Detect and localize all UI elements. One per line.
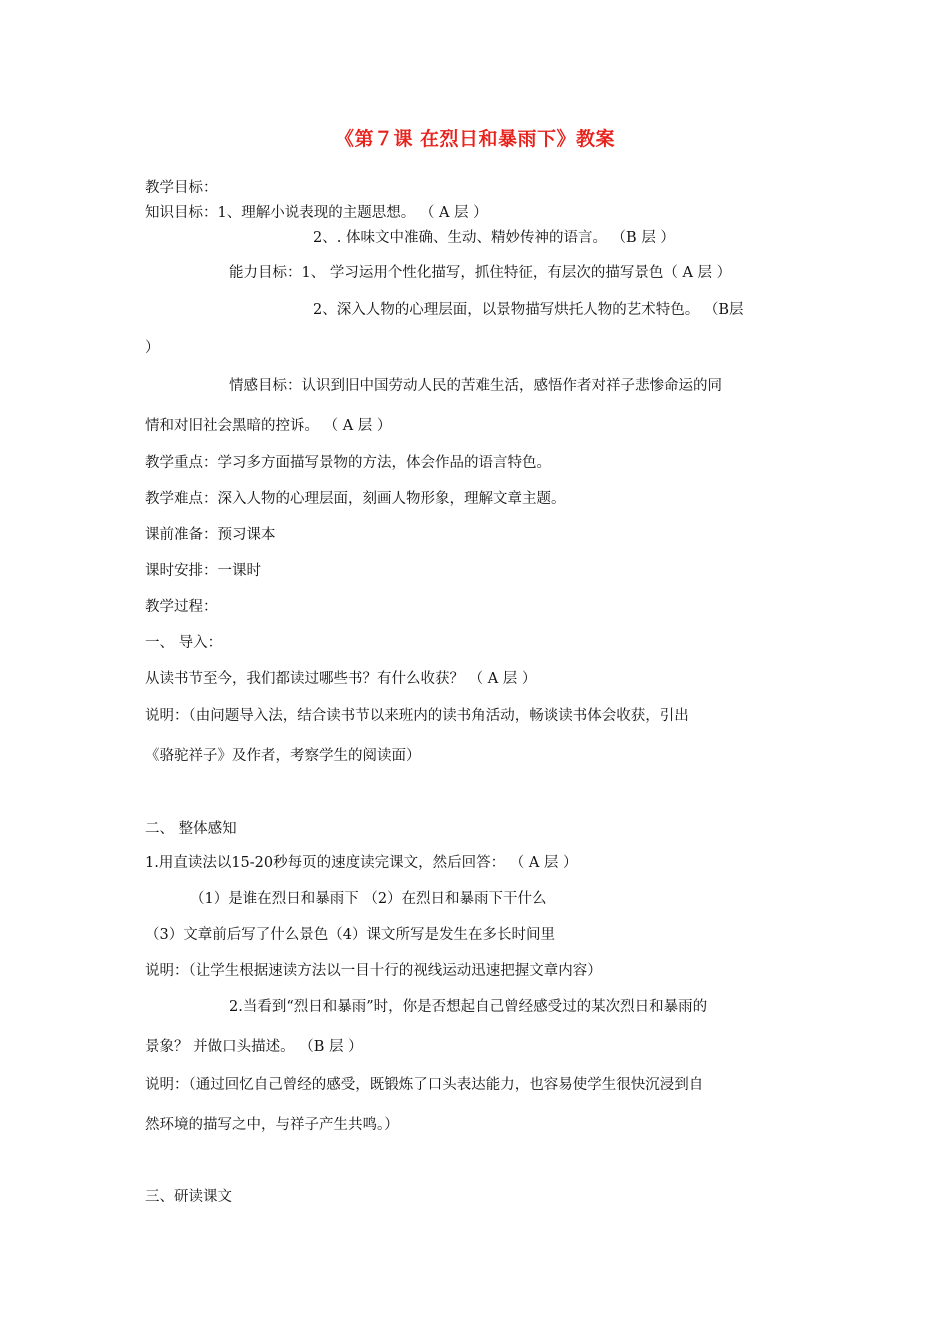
- section-study-heading: 三、研读课文: [145, 1189, 232, 1205]
- ability-objective-1: 能力目标：1、 学习运用个性化描写，抓住特征，有层次的描写景色（ A 层 ）: [229, 265, 732, 281]
- overview-note-1: 说明：（让学生根据速读方法以一目十行的视线运动迅速把握文章内容）: [145, 963, 602, 979]
- teaching-objectives-heading: 教学目标：: [145, 180, 218, 196]
- overview-subquestions-b: （3）文章前后写了什么景色（4）课文所写是发生在多长时间里: [145, 927, 555, 943]
- intro-note: 说明：（由问题导入法，结合读书节以来班内的读书角活动，畅谈读书体会收获，引出: [145, 708, 689, 724]
- teaching-process-heading: 教学过程：: [145, 599, 218, 615]
- overview-note-2-cont: 然环境的描写之中，与祥子产生共鸣。）: [145, 1117, 399, 1133]
- overview-question-1: 1.用直读法以15-20秒每页的速度读完课文，然后回答： （ A 层 ）: [145, 855, 578, 871]
- emotion-objective-cont: 情和对旧社会黑暗的控诉。 （ A 层 ）: [145, 418, 392, 434]
- overview-subquestions-a: （1）是谁在烈日和暴雨下 （2）在烈日和暴雨下干什么: [190, 891, 547, 907]
- section-intro-heading: 一、 导入：: [145, 635, 223, 651]
- ability-objective-2: 2、深入人物的心理层面，以景物描写烘托人物的艺术特色。 （B层: [313, 302, 744, 318]
- intro-question: 从读书节至今，我们都读过哪些书？有什么收获？ （ A 层 ）: [145, 671, 537, 687]
- overview-question-2: 2.当看到“烈日和暴雨”时，你是否想起自己曾经感受过的某次烈日和暴雨的: [229, 999, 708, 1015]
- knowledge-objective-2: 2、. 体味文中准确、生动、精妙传神的语言。 （B 层 ）: [313, 230, 675, 246]
- knowledge-objective-1: 知识目标：1、理解小说表现的主题思想。 （ A 层 ）: [145, 205, 488, 221]
- overview-question-2-cont: 景象？ 并做口头描述。 （B 层 ）: [145, 1039, 363, 1055]
- teaching-difficulties: 教学难点：深入人物的心理层面，刻画人物形象，理解文章主题。: [145, 491, 566, 507]
- pre-class-preparation: 课前准备：预习课本: [145, 527, 276, 543]
- section-overview-heading: 二、 整体感知: [145, 821, 237, 837]
- emotion-objective: 情感目标：认识到旧中国劳动人民的苦难生活，感悟作者对祥子悲惨命运的同: [229, 378, 722, 394]
- overview-note-2: 说明：（通过回忆自己曾经的感受，既锻炼了口头表达能力，也容易使学生很快沉浸到自: [145, 1077, 704, 1093]
- ability-objective-2-cont: ）: [145, 340, 160, 356]
- teaching-key-points: 教学重点：学习多方面描写景物的方法，体会作品的语言特色。: [145, 455, 551, 471]
- intro-note-cont: 《骆驼祥子》及作者，考察学生的阅读面）: [145, 748, 421, 764]
- class-schedule: 课时安排：一课时: [145, 563, 261, 579]
- lesson-title: 《第７课 在烈日和暴雨下》教案: [334, 128, 616, 150]
